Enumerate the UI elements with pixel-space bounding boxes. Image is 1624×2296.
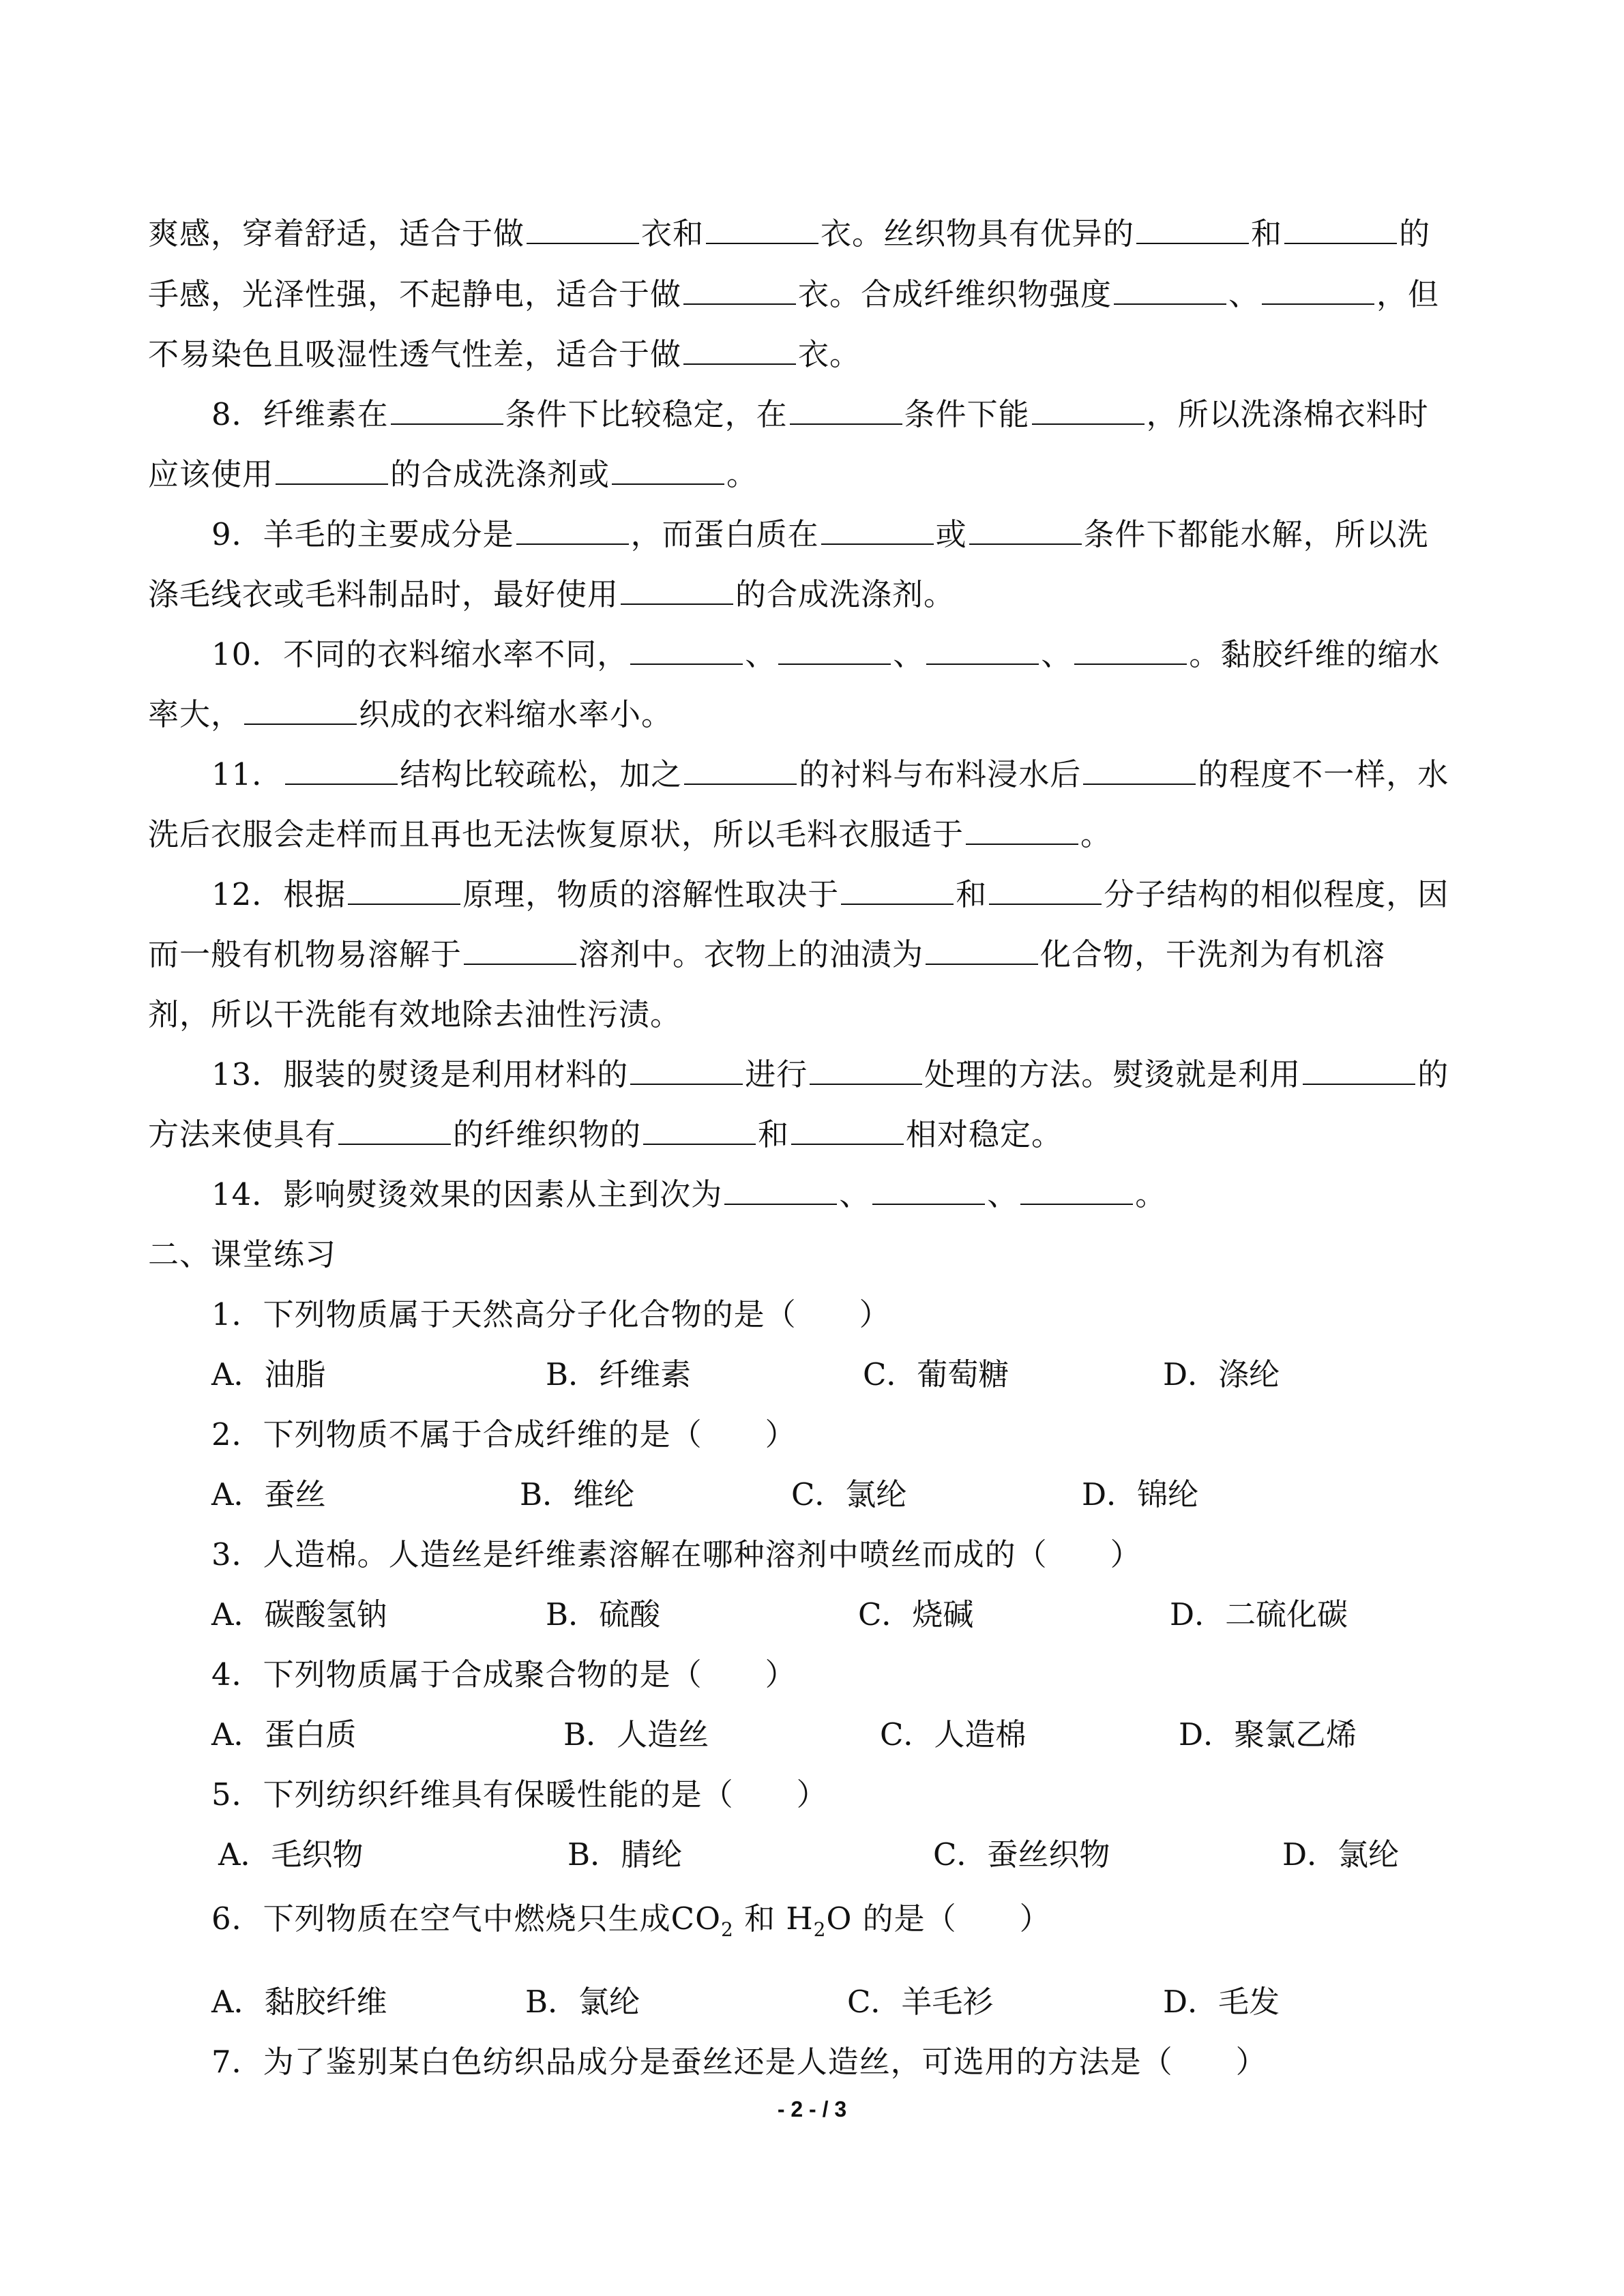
- answer-blank[interactable]: [612, 458, 724, 485]
- mc-option[interactable]: D．聚氯乙烯: [1179, 1716, 1357, 1753]
- text-line: 爽感，穿着舒适，适合于做 衣和 衣。丝织物具有优异的 和 的: [148, 215, 1431, 252]
- text-line: 不易染色且吸湿性透气性差，适合于做 衣。: [148, 336, 861, 372]
- answer-blank[interactable]: [683, 338, 796, 365]
- mc-option[interactable]: A．毛织物: [218, 1836, 364, 1873]
- text-line: 涤毛线衣或毛料制品时，最好使用 的合成洗涤剂。: [148, 576, 956, 612]
- answer-blank[interactable]: [391, 398, 503, 425]
- answer-blank[interactable]: [841, 878, 954, 905]
- mc-option[interactable]: A．蚕丝: [211, 1476, 326, 1512]
- answer-blank[interactable]: [1074, 638, 1187, 665]
- mc-question-stem: 7．为了鉴别某白色纺织品成分是蚕丝还是人造丝，可选用的方法是（ ）: [211, 2044, 1267, 2080]
- answer-blank[interactable]: [285, 758, 398, 785]
- answer-blank[interactable]: [621, 578, 733, 605]
- mc-option[interactable]: A．碳酸氢钠: [211, 1596, 387, 1632]
- question-8: 8．纤维素在 条件下比较稳定，在 条件下能 ，所以洗涤棉衣料时: [211, 396, 1429, 432]
- question-14: 14．影响熨烫效果的因素从主到次为 、 、 。: [211, 1176, 1167, 1212]
- answer-blank[interactable]: [630, 638, 743, 665]
- answer-blank[interactable]: [1262, 278, 1374, 305]
- text-line: 剂，所以干洗能有效地除去油性污渍。: [148, 996, 682, 1032]
- answer-blank[interactable]: [1114, 278, 1226, 305]
- answer-blank[interactable]: [1284, 217, 1397, 244]
- text-line: 手感，光泽性强，不起静电，适合于做 衣。合成纤维织物强度 、 ，但: [148, 276, 1440, 312]
- answer-blank[interactable]: [276, 458, 388, 485]
- answer-blank[interactable]: [684, 758, 797, 785]
- page-number: - 2 - / 3: [777, 2097, 847, 2121]
- mc-option[interactable]: B．纤维素: [546, 1356, 692, 1392]
- text-line: 率大， 织成的衣料缩水率小。: [148, 696, 673, 732]
- mc-option[interactable]: C．氯纶: [791, 1476, 907, 1512]
- answer-blank[interactable]: [244, 698, 357, 725]
- mc-option[interactable]: B．人造丝: [563, 1716, 709, 1753]
- mc-question-stem: 3．人造棉。人造丝是纤维素溶解在哪种溶剂中喷丝而成的（ ）: [211, 1536, 1142, 1572]
- answer-blank[interactable]: [810, 1058, 922, 1085]
- mc-option[interactable]: B．硫酸: [546, 1596, 661, 1632]
- answer-blank[interactable]: [338, 1118, 451, 1145]
- answer-blank[interactable]: [464, 938, 576, 965]
- mc-question-stem: 4．下列物质属于合成聚合物的是（ ）: [211, 1656, 797, 1693]
- answer-blank[interactable]: [1136, 217, 1249, 244]
- text-line: 应该使用 的合成洗涤剂或 。: [148, 456, 758, 492]
- mc-question-stem: 2．下列物质不属于合成纤维的是（ ）: [211, 1416, 797, 1452]
- mc-option[interactable]: B．氯纶: [525, 1984, 640, 2020]
- answer-blank[interactable]: [969, 518, 1082, 545]
- answer-blank[interactable]: [643, 1118, 756, 1145]
- answer-blank[interactable]: [926, 638, 1039, 665]
- answer-blank[interactable]: [791, 1118, 904, 1145]
- mc-option[interactable]: B．维纶: [520, 1476, 635, 1512]
- question-13: 13．服装的熨烫是利用材料的 进行 处理的方法。熨烫就是利用 的: [211, 1056, 1449, 1092]
- text-line: 方法来使具有 的纤维织物的 和 相对稳定。: [148, 1116, 1063, 1152]
- answer-blank[interactable]: [348, 878, 460, 905]
- mc-option[interactable]: A．蛋白质: [211, 1716, 357, 1753]
- answer-blank[interactable]: [706, 217, 818, 244]
- answer-blank[interactable]: [966, 818, 1078, 845]
- mc-option[interactable]: A．黏胶纤维: [211, 1984, 387, 2020]
- answer-blank[interactable]: [1083, 758, 1196, 785]
- mc-option[interactable]: D．毛发: [1163, 1984, 1280, 2020]
- mc-question-stem: 1．下列物质属于天然高分子化合物的是（ ）: [211, 1296, 891, 1332]
- answer-blank[interactable]: [778, 638, 891, 665]
- mc-option[interactable]: C．烧碱: [858, 1596, 974, 1632]
- answer-blank[interactable]: [683, 278, 796, 305]
- answer-blank[interactable]: [1303, 1058, 1415, 1085]
- text-line: 而一般有机物易溶解于 溶剂中。衣物上的油渍为 化合物，干洗剂为有机溶: [148, 936, 1386, 972]
- question-9: 9．羊毛的主要成分是 ，而蛋白质在 或 条件下都能水解，所以洗: [211, 516, 1429, 552]
- answer-blank[interactable]: [630, 1058, 743, 1085]
- question-10: 10．不同的衣料缩水率不同， 、 、 、 。黏胶纤维的缩水: [211, 636, 1441, 672]
- mc-option[interactable]: C．羊毛衫: [847, 1984, 994, 2020]
- mc-option[interactable]: A．油脂: [211, 1356, 326, 1392]
- mc-option[interactable]: D．锦纶: [1082, 1476, 1199, 1512]
- mc-option[interactable]: B．腈纶: [567, 1836, 683, 1873]
- question-11: 11． 结构比较疏松，加之 的衬料与布料浸水后 的程度不一样，水: [211, 756, 1449, 792]
- mc-option[interactable]: D．氯纶: [1282, 1836, 1400, 1873]
- answer-blank[interactable]: [1020, 1178, 1133, 1205]
- mc-option[interactable]: D．二硫化碳: [1170, 1596, 1348, 1632]
- answer-blank[interactable]: [872, 1178, 985, 1205]
- answer-blank[interactable]: [989, 878, 1102, 905]
- mc-option[interactable]: C．葡萄糖: [863, 1356, 1009, 1392]
- answer-blank[interactable]: [724, 1178, 837, 1205]
- section-title: 二、课堂练习: [148, 1236, 337, 1272]
- mc-question-stem: 5．下列纺织纤维具有保暖性能的是（ ）: [211, 1776, 828, 1813]
- answer-blank[interactable]: [516, 518, 629, 545]
- text-line: 洗后衣服会走样而且再也无法恢复原状，所以毛料衣服适于 。: [148, 816, 1112, 852]
- answer-blank[interactable]: [1032, 398, 1145, 425]
- answer-blank[interactable]: [527, 217, 639, 244]
- answer-blank[interactable]: [821, 518, 934, 545]
- question-12: 12．根据 原理，物质的溶解性取决于 和 分子结构的相似程度，因: [211, 876, 1449, 912]
- mc-question-stem: 6．下列物质在空气中燃烧只生成$CO_2$ 和 $H_2O$ 的是（ ）: [211, 1900, 1051, 1941]
- mc-option[interactable]: D．涤纶: [1163, 1356, 1280, 1392]
- mc-option[interactable]: C．人造棉: [880, 1716, 1027, 1753]
- answer-blank[interactable]: [790, 398, 902, 425]
- mc-option[interactable]: C．蚕丝织物: [933, 1836, 1110, 1873]
- answer-blank[interactable]: [926, 938, 1038, 965]
